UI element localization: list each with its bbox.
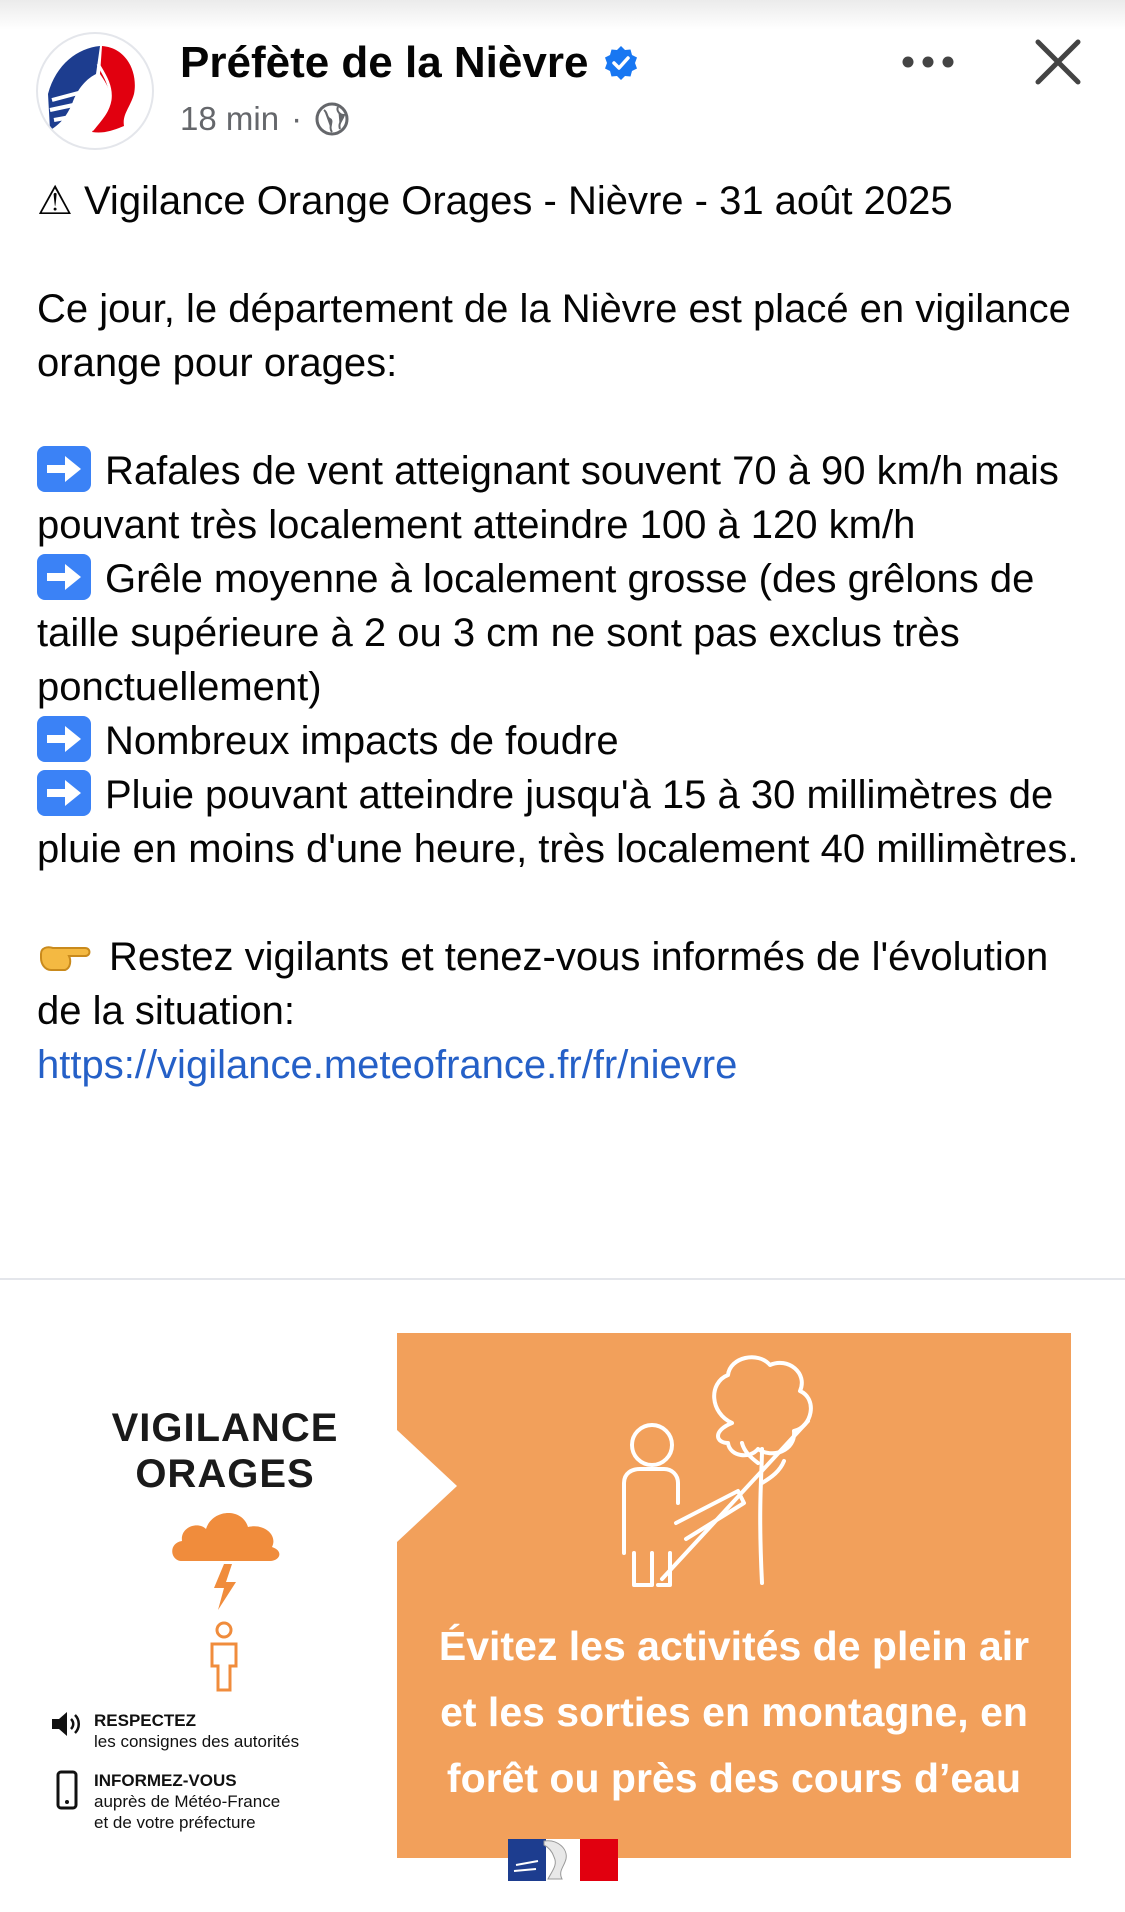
arrow-right-icon: [37, 554, 91, 600]
advice1-text: les consignes des autorités: [94, 1732, 300, 1751]
panel-line3: forêt ou près des cours d’eau: [446, 1755, 1022, 1801]
vigilance-title-line1: VIGILANCE: [111, 1406, 339, 1450]
phone-icon: [50, 1770, 84, 1812]
bullet-item: [37, 552, 1097, 714]
vigilance-title-line2: ORAGES: [135, 1452, 315, 1496]
advice2-text-line1: auprès de Météo-France: [94, 1792, 281, 1811]
advice-inform: [50, 1770, 280, 1833]
tree-person-illustration-icon: [612, 1353, 862, 1593]
close-icon: [1030, 34, 1086, 90]
post-body: [37, 174, 1097, 1092]
more-options-button[interactable]: [893, 42, 963, 82]
bullet-text: Rafales de vent atteignant souvent 70 à 90 km/h mais pouvant très localement atteindre 100 à 120 km/h: [37, 449, 1059, 547]
advice2-title: INFORMEZ-VOUS: [94, 1771, 237, 1790]
panel-line1: Évitez les activités de plein air: [438, 1623, 1030, 1669]
closing-text: Restez vigilants et tenez-vous informés de l'évolution de la situation:: [37, 935, 1049, 1033]
post-meta: [180, 100, 350, 138]
post-title: ⚠ Vigilance Orange Orages - Nièvre - 31 août 2025: [37, 179, 953, 223]
pointing-hand-icon: [37, 936, 95, 976]
globe-icon: [314, 101, 350, 137]
meta-separator: ·: [291, 100, 303, 137]
advice-respect: [50, 1710, 299, 1752]
advice2-text-line2: et de votre préfecture: [94, 1813, 256, 1832]
close-button[interactable]: [1030, 34, 1086, 90]
cloud-icon: [168, 1503, 284, 1565]
post-timestamp[interactable]: 18 min: [180, 100, 280, 137]
arrow-right-icon: [37, 770, 91, 816]
person-icon: [206, 1620, 242, 1692]
avatar[interactable]: [36, 32, 154, 150]
verified-badge-icon: [602, 44, 640, 82]
republique-francaise-logo-icon: [508, 1835, 618, 1881]
bullet-item: [37, 768, 1097, 876]
panel-notch: [397, 1430, 457, 1542]
page-name[interactable]: [180, 38, 640, 88]
advice1-title: RESPECTEZ: [94, 1711, 197, 1730]
vigilance-link[interactable]: https://vigilance.meteofrance.fr/fr/nievre: [37, 1043, 738, 1087]
speaker-icon: [50, 1710, 84, 1738]
bullet-text: Pluie pouvant atteindre jusqu'à 15 à 30 millimètres de pluie en moins d'une heure, très localement 40 millimètres.: [37, 773, 1079, 871]
bullet-item: [37, 444, 1097, 552]
arrow-right-icon: [37, 716, 91, 762]
advice-panel: [397, 1333, 1071, 1858]
post-intro: Ce jour, le département de la Nièvre est placé en vigilance orange pour orages:: [37, 287, 1071, 385]
page-name-text[interactable]: Préfète de la Nièvre: [180, 38, 589, 87]
bullet-text: Grêle moyenne à localement grosse (des grêlons de taille supérieure à 2 ou 3 cm ne sont pas exclus très ponctuellement): [37, 557, 1035, 709]
closing-paragraph: [37, 930, 1097, 1038]
marianne-logo-icon: [38, 34, 154, 150]
bullet-item: [37, 714, 1097, 768]
panel-line2: et les sorties en montagne, en: [440, 1689, 1028, 1735]
bullet-text: Nombreux impacts de foudre: [105, 719, 619, 763]
lightning-icon: [210, 1564, 238, 1612]
vigilance-title: [60, 1405, 390, 1497]
more-horizontal-icon: [901, 55, 955, 69]
advice-panel-text: [397, 1613, 1071, 1811]
post-header: [0, 0, 1125, 160]
post-image[interactable]: [0, 1280, 1125, 1912]
arrow-right-icon: [37, 446, 91, 492]
